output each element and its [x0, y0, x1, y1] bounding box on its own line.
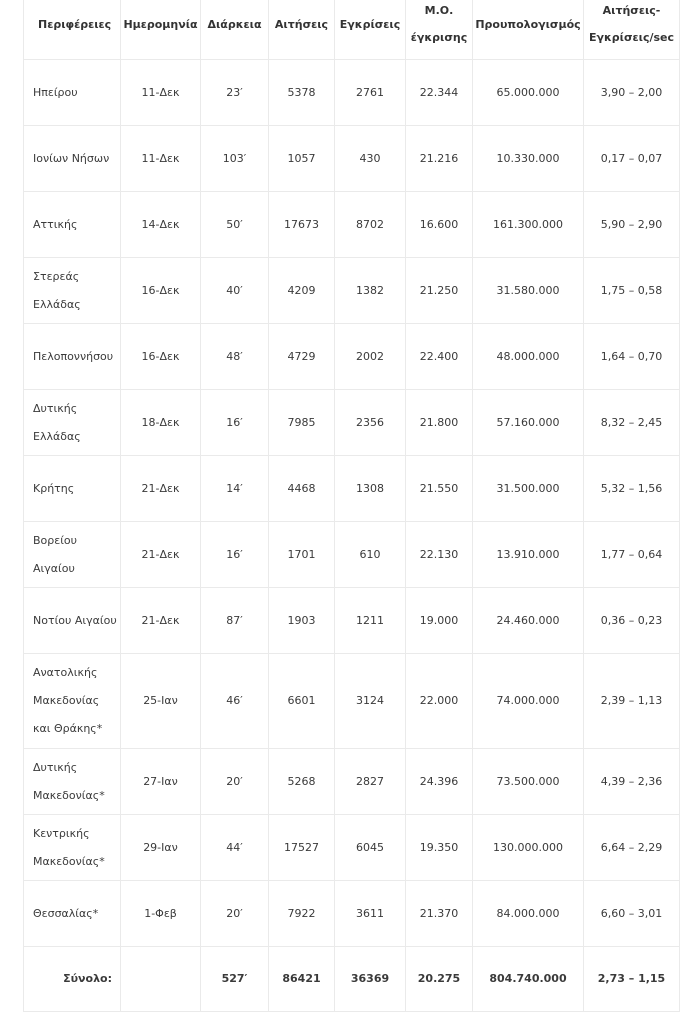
- rate-cell: 4,39 – 2,36: [584, 749, 680, 815]
- budget-cell: 48.000.000: [473, 324, 584, 390]
- budget-cell: 10.330.000: [473, 126, 584, 192]
- table-row: [24, 881, 680, 947]
- date-cell: 25-Ιαν: [121, 654, 201, 749]
- region-cell: Ανατολικής Μακεδονίας και Θράκης*: [24, 654, 121, 749]
- table-body: [24, 60, 680, 1012]
- date-cell: 29-Ιαν: [121, 815, 201, 881]
- avg-approval-cell: 22.130: [406, 522, 473, 588]
- region-cell: Δυτικής Ελλάδας: [24, 390, 121, 456]
- budget-cell: 84.000.000: [473, 881, 584, 947]
- applications-cell: 4729: [269, 324, 335, 390]
- approvals-cell: 610: [335, 522, 406, 588]
- avg-approval-cell: 16.600: [406, 192, 473, 258]
- budget-cell: 13.910.000: [473, 522, 584, 588]
- duration-cell: 20′: [201, 881, 269, 947]
- total-duration: 527′: [201, 947, 269, 1012]
- rate-cell: 5,90 – 2,90: [584, 192, 680, 258]
- region-cell: Στερεάς Ελλάδας: [24, 258, 121, 324]
- applications-cell: 4209: [269, 258, 335, 324]
- avg-approval-cell: 21.250: [406, 258, 473, 324]
- duration-cell: 14′: [201, 456, 269, 522]
- region-cell: Ιονίων Νήσων: [24, 126, 121, 192]
- header-region: Περιφέρειες: [24, 0, 121, 60]
- rate-cell: 1,64 – 0,70: [584, 324, 680, 390]
- total-date: [121, 947, 201, 1012]
- budget-cell: 31.500.000: [473, 456, 584, 522]
- approvals-cell: 1308: [335, 456, 406, 522]
- budget-cell: 24.460.000: [473, 588, 584, 654]
- applications-cell: 1057: [269, 126, 335, 192]
- applications-cell: 4468: [269, 456, 335, 522]
- total-rate: 2,73 – 1,15: [584, 947, 680, 1012]
- header-applications: Αιτήσεις: [269, 0, 335, 60]
- rate-cell: 3,90 – 2,00: [584, 60, 680, 126]
- table-row: [24, 522, 680, 588]
- applications-cell: 5378: [269, 60, 335, 126]
- rate-cell: 2,39 – 1,13: [584, 654, 680, 749]
- duration-cell: 20′: [201, 749, 269, 815]
- approvals-cell: 8702: [335, 192, 406, 258]
- budget-cell: 130.000.000: [473, 815, 584, 881]
- avg-approval-cell: 21.216: [406, 126, 473, 192]
- avg-approval-cell: 19.350: [406, 815, 473, 881]
- applications-cell: 5268: [269, 749, 335, 815]
- applications-cell: 17673: [269, 192, 335, 258]
- duration-cell: 103′: [201, 126, 269, 192]
- table-row: [24, 60, 680, 126]
- rate-cell: 6,60 – 3,01: [584, 881, 680, 947]
- region-cell: Νοτίου Αιγαίου: [24, 588, 121, 654]
- duration-cell: 23′: [201, 60, 269, 126]
- total-approvals: 36369: [335, 947, 406, 1012]
- avg-approval-cell: 21.550: [406, 456, 473, 522]
- total-label: Σύνολο:: [24, 947, 121, 1012]
- table-header-row: [24, 0, 680, 60]
- approvals-cell: 2002: [335, 324, 406, 390]
- approvals-cell: 3124: [335, 654, 406, 749]
- approvals-cell: 2827: [335, 749, 406, 815]
- date-cell: 11-Δεκ: [121, 126, 201, 192]
- region-cell: Κεντρικής Μακεδονίας*: [24, 815, 121, 881]
- header-avg-approval: Μ.Ο. έγκρισης: [406, 0, 473, 60]
- date-cell: 16-Δεκ: [121, 258, 201, 324]
- header-approvals: Εγκρίσεις: [335, 0, 406, 60]
- applications-cell: 7985: [269, 390, 335, 456]
- region-cell: Δυτικής Μακεδονίας*: [24, 749, 121, 815]
- table-row: [24, 390, 680, 456]
- table-row: [24, 456, 680, 522]
- duration-cell: 16′: [201, 390, 269, 456]
- date-cell: 21-Δεκ: [121, 522, 201, 588]
- budget-cell: 31.580.000: [473, 258, 584, 324]
- region-cell: Ηπείρου: [24, 60, 121, 126]
- region-cell: Βορείου Αιγαίου: [24, 522, 121, 588]
- budget-cell: 161.300.000: [473, 192, 584, 258]
- date-cell: 14-Δεκ: [121, 192, 201, 258]
- total-applications: 86421: [269, 947, 335, 1012]
- region-cell: Αττικής: [24, 192, 121, 258]
- duration-cell: 46′: [201, 654, 269, 749]
- avg-approval-cell: 21.370: [406, 881, 473, 947]
- date-cell: 16-Δεκ: [121, 324, 201, 390]
- date-cell: 27-Ιαν: [121, 749, 201, 815]
- header-budget: Προυπολογισμός: [473, 0, 584, 60]
- region-cell: Κρήτης: [24, 456, 121, 522]
- table-row: [24, 126, 680, 192]
- header-date: Ημερομηνία: [121, 0, 201, 60]
- avg-approval-cell: 19.000: [406, 588, 473, 654]
- approvals-cell: 2761: [335, 60, 406, 126]
- table-row: [24, 258, 680, 324]
- applications-cell: 7922: [269, 881, 335, 947]
- table-row: [24, 749, 680, 815]
- rate-cell: 5,32 – 1,56: [584, 456, 680, 522]
- date-cell: 18-Δεκ: [121, 390, 201, 456]
- budget-cell: 73.500.000: [473, 749, 584, 815]
- table-row: [24, 588, 680, 654]
- approvals-cell: 1211: [335, 588, 406, 654]
- table-row: [24, 815, 680, 881]
- duration-cell: 50′: [201, 192, 269, 258]
- avg-approval-cell: 22.000: [406, 654, 473, 749]
- region-cell: Πελοποννήσου: [24, 324, 121, 390]
- approvals-cell: 3611: [335, 881, 406, 947]
- duration-cell: 40′: [201, 258, 269, 324]
- header-rate: Αιτήσεις- Εγκρίσεις/sec: [584, 0, 680, 60]
- date-cell: 21-Δεκ: [121, 456, 201, 522]
- total-budget: 804.740.000: [473, 947, 584, 1012]
- applications-cell: 17527: [269, 815, 335, 881]
- applications-cell: 6601: [269, 654, 335, 749]
- approvals-cell: 1382: [335, 258, 406, 324]
- table-row: [24, 654, 680, 749]
- avg-approval-cell: 22.400: [406, 324, 473, 390]
- header-duration: Διάρκεια: [201, 0, 269, 60]
- region-cell: Θεσσαλίας*: [24, 881, 121, 947]
- budget-cell: 57.160.000: [473, 390, 584, 456]
- table-row: [24, 324, 680, 390]
- duration-cell: 44′: [201, 815, 269, 881]
- table-row: [24, 192, 680, 258]
- date-cell: 1-Φεβ: [121, 881, 201, 947]
- duration-cell: 87′: [201, 588, 269, 654]
- total-avg-approval: 20.275: [406, 947, 473, 1012]
- approvals-cell: 430: [335, 126, 406, 192]
- budget-cell: 74.000.000: [473, 654, 584, 749]
- rate-cell: 0,36 – 0,23: [584, 588, 680, 654]
- budget-cell: 65.000.000: [473, 60, 584, 126]
- date-cell: 21-Δεκ: [121, 588, 201, 654]
- date-cell: 11-Δεκ: [121, 60, 201, 126]
- approvals-cell: 2356: [335, 390, 406, 456]
- approvals-cell: 6045: [335, 815, 406, 881]
- duration-cell: 48′: [201, 324, 269, 390]
- avg-approval-cell: 21.800: [406, 390, 473, 456]
- rate-cell: 1,75 – 0,58: [584, 258, 680, 324]
- regions-table: [23, 0, 680, 1012]
- avg-approval-cell: 24.396: [406, 749, 473, 815]
- total-row: [24, 947, 680, 1012]
- rate-cell: 0,17 – 0,07: [584, 126, 680, 192]
- rate-cell: 1,77 – 0,64: [584, 522, 680, 588]
- rate-cell: 6,64 – 2,29: [584, 815, 680, 881]
- rate-cell: 8,32 – 2,45: [584, 390, 680, 456]
- applications-cell: 1701: [269, 522, 335, 588]
- applications-cell: 1903: [269, 588, 335, 654]
- avg-approval-cell: 22.344: [406, 60, 473, 126]
- duration-cell: 16′: [201, 522, 269, 588]
